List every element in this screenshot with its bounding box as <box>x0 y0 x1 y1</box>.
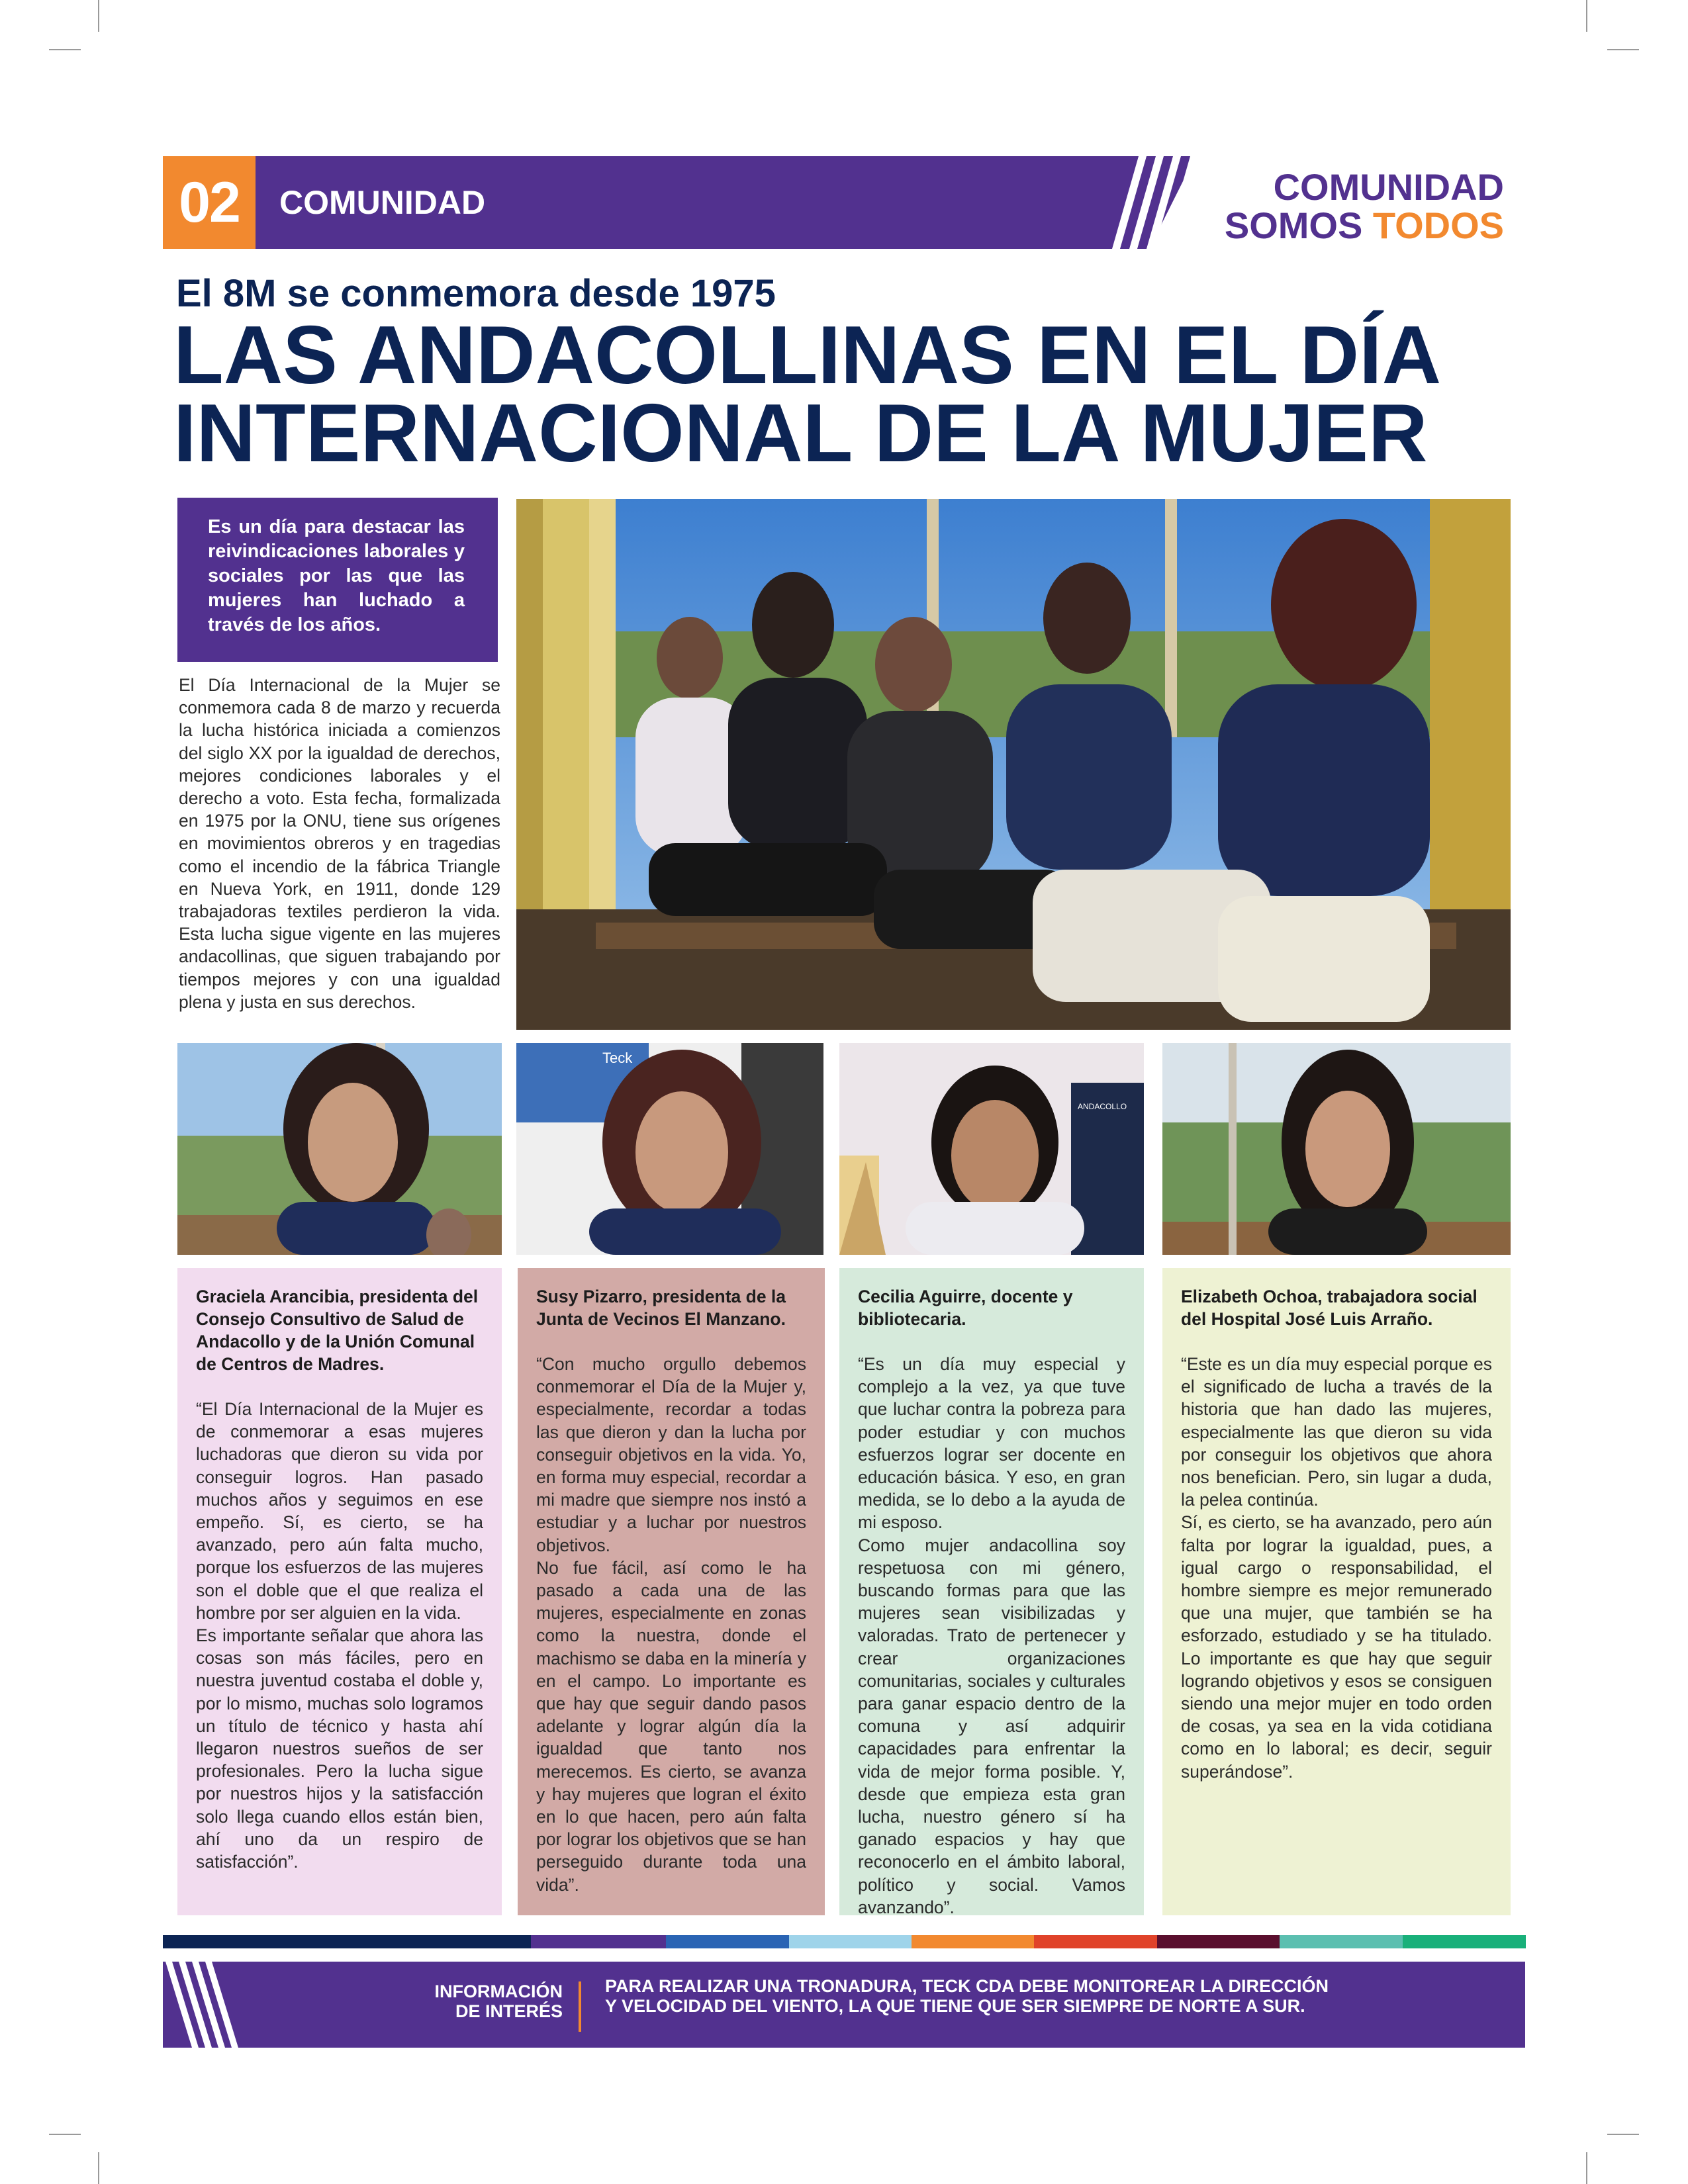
brand-word-todos: TODOS <box>1372 205 1504 246</box>
diagonal-stripes-decoration <box>165 1962 238 2048</box>
profile-name: Elizabeth Ochoa, trabajadora social del Hospital José Luis Arraño. <box>1181 1287 1477 1329</box>
andacollo-sign-text: ANDACOLLO <box>1078 1102 1127 1111</box>
profile-quote <box>1181 1353 1492 1783</box>
headline-line-2: INTERNACIONAL DE LA MUJER <box>173 388 1428 479</box>
profile-card-susy <box>518 1268 825 1915</box>
crop-mark <box>1586 0 1587 32</box>
profile-name: Susy Pizarro, presidenta de la Junta de Vecinos El Manzano. <box>536 1287 786 1329</box>
profile-quote <box>858 1353 1125 1919</box>
profile-quote <box>536 1353 806 1896</box>
quote-paragraph: “Es un día muy especial y complejo a la vez, ya que tuve que luchar contra la pobreza para poder estudiar y con muchos esfuerzos lograr ser docente en educación básica. Y eso, en gran medida, se lo debo a la ayuda de mi esposo. <box>858 1354 1125 1533</box>
portrait-susy-pizarro <box>516 1043 823 1255</box>
color-strip-segment <box>789 1935 912 1948</box>
intro-paragraph: El Día Internacional de la Mujer se conmemora cada 8 de marzo y recuerda la lucha histórica iniciada a comienzos del siglo XX por la igualdad de derechos, mejores condiciones laborales y el derecho a voto. Esta fecha, formalizada en 1975 por la ONU, tiene sus orígenes en movimientos obreros y en tragedias como el incendio de la fábrica Triangle en Nueva York, en 1911, donde 129 trabajadoras textiles perdieron la vida. Esta lucha sigue vigente en las mujeres andacollinas, que siguen trabajando por tiempos mejores y con una igualdad plena y justa en sus derechos. <box>179 675 500 1012</box>
color-strip-segment <box>531 1935 667 1948</box>
quote-paragraph: Es importante señalar que ahora las cosas son más fáciles, pero en nuestra juventud costaba el doble y, por lo mismo, muchas solo logramos un título de técnico y hasta ahí llegaron nuestros sueños de ser profesionales. Pero la lucha sigue por nuestros hijos y la satisfacción solo llega cuando ellos están bien, ahí uno da un respiro de satisfacción”. <box>196 1625 483 1872</box>
color-strip-segment <box>163 1935 532 1948</box>
crop-mark <box>98 2152 99 2184</box>
page-number: 02 <box>163 156 256 249</box>
quote-paragraph: Sí, es cierto, se ha avanzado, pero aún falta por lograr la igualdad, pues, a igual cargo o responsabilidad, el hombre siempre es mejor remunerado que una mujer, que también se ha esforzado, estudiado y se ha titulado. Lo importante es que hay que seguir logrando objetivos y esos se consiguen siendo una mejor mujer en todo orden de cosas, ya sea en la vida cotidiana como en lo laboral; es decir, seguir superándose”. <box>1181 1512 1492 1782</box>
info-label-line-2: DE INTERÉS <box>455 2001 563 2021</box>
profile-quote <box>196 1398 483 1873</box>
color-strip-segment <box>912 1935 1035 1948</box>
profile-name: Cecilia Aguirre, docente y bibliotecaria. <box>858 1287 1073 1329</box>
portrait-cecilia-aguirre <box>839 1043 1144 1255</box>
profile-card-cecilia <box>839 1268 1144 1915</box>
crop-mark <box>98 0 99 32</box>
portrait-graciela-arancibia <box>177 1043 502 1255</box>
profile-card-graciela <box>177 1268 502 1915</box>
crop-mark <box>1586 2152 1587 2184</box>
profile-card-elizabeth <box>1162 1268 1511 1915</box>
profile-name: Graciela Arancibia, presidenta del Consejo Consultivo de Salud de Andacollo y de la Unión Comunal de Centros de Madres. <box>196 1287 479 1374</box>
portrait-elizabeth-ochoa <box>1162 1043 1511 1255</box>
headline-line-1: LAS ANDACOLLINAS EN EL DÍA <box>173 310 1442 401</box>
color-strip-segment <box>1403 1935 1526 1948</box>
article-kicker: El 8M se conmemora desde 1975 <box>176 272 776 315</box>
quote-paragraph: “Este es un día muy especial porque es el significado de lucha a través de la historia que han dado las mujeres, especialmente las que dieron su vida por conseguir los objetivos que ahora nos benefician. Pero, sin lugar a duda, la pelea continúa. <box>1181 1354 1492 1510</box>
crop-mark <box>49 2134 81 2135</box>
crop-mark <box>1607 49 1639 50</box>
brand-line-2 <box>1225 206 1504 245</box>
quote-paragraph: Como mujer andacollina soy respetuosa con mi género, buscando formas para que las mujeres sean visibilizadas y valoradas. Trato de pertenecer y crear organizaciones comunitarias, sociales y culturales para ganar espacio dentro de la comuna y así adquirir capacidades para enfrentar la vida de mejor forma posible. Y, desde que empieza esta gran lucha, nuestro género sí ha ganado espacios y hay que reconocerlo en el ámbito laboral, político y social. Vamos avanzando”. <box>858 1535 1125 1917</box>
diagonal-stripes-decoration <box>1086 156 1205 249</box>
crop-mark <box>1607 2134 1639 2135</box>
group-photo <box>516 499 1511 1030</box>
info-text: PARA REALIZAR UNA TRONADURA, TECK CDA DEBE MONITOREAR LA DIRECCIÓN Y VELOCIDAD DEL VIENTO, LA QUE TIENE QUE SER SIEMPRE DE NORTE A SUR. <box>605 1976 1329 2016</box>
color-strip-segment <box>1157 1935 1280 1948</box>
brand-logo <box>1225 168 1504 245</box>
section-title: COMUNIDAD <box>279 184 486 221</box>
info-divider <box>579 1981 581 2032</box>
color-strip-segment <box>1280 1935 1403 1948</box>
teck-sign-text: Teck <box>602 1050 633 1066</box>
lead-box <box>177 498 498 662</box>
brand-line-1: COMUNIDAD <box>1273 166 1504 208</box>
info-label-line-1: INFORMACIÓN <box>434 1981 563 2001</box>
color-strip-segment <box>1034 1935 1157 1948</box>
quote-paragraph: No fue fácil, así como le ha pasado a cada una de las mujeres, especialmente en zonas como la nuestra, donde el machismo se daba en la minería y en el campo. Lo importante es que hay que seguir dando pasos adelante y lograr algún día la igualdad que tanto nos merecemos. Es cierto, se avanza y hay mujeres que logran el éxito en lo que hacen, pero aún falta por lograr los objetivos que se han perseguido durante toda una vida”. <box>536 1557 806 1895</box>
brand-word-somos: SOMOS <box>1224 205 1363 246</box>
article-headline <box>173 310 1550 479</box>
crop-mark <box>49 49 81 50</box>
quote-paragraph: “Con mucho orgullo debemos conmemorar el Día de la Mujer y, especialmente, recordar a todas las que dieron y dan la lucha por conseguir objetivos en la vida. Yo, en forma muy especial, recordar a mi madre que siempre nos instó a estudiar y a luchar por nuestros objetivos. <box>536 1354 806 1555</box>
color-strip-segment <box>666 1935 789 1948</box>
lead-text: Es un día para destacar las reivindicaciones laborales y sociales por las que las mujeres han luchado a través de los años. <box>208 516 465 635</box>
quote-paragraph: “El Día Internacional de la Mujer es de conmemorar a esas mujeres luchadoras que dieron su vida por conseguir logros. Han pasado muchos años y seguimos en ese empeño. Sí, es cierto, se ha avanzado, pero aún falta mucho, porque los esfuerzos de las mujeres son el doble que el que realiza el hombre por ser alguien en la vida. <box>196 1399 483 1623</box>
info-label <box>371 1981 563 2021</box>
